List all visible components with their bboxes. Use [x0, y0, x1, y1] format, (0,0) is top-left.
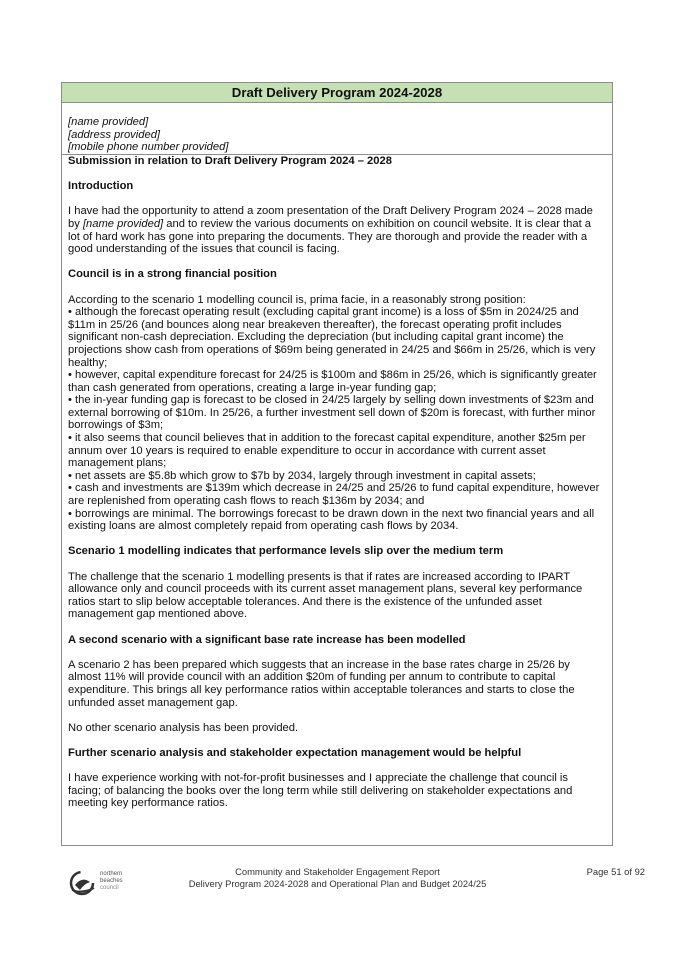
- intro-heading: Introduction: [68, 180, 134, 193]
- intro-line: [68, 218, 606, 231]
- text-line: $11m in 25/26 (and bounces along near breakeven thereafter), the forecast operating profit includes: [68, 318, 562, 331]
- text-line: almost 11% will provide council with an addition $20m of funding per annum to contribute to capital: [68, 671, 556, 684]
- submission-body: [62, 155, 612, 810]
- text-line: unfunded asset management gap.: [68, 696, 238, 709]
- text-line: • it also seems that council believes that in addition to the forecast capital expenditure, another $25m per: [68, 432, 586, 445]
- text: by: [68, 217, 83, 230]
- text-line: • borrowings are minimal. The borrowings forecast to be drawn down in the next two financial years and all: [68, 507, 595, 520]
- intro-line: I have had the opportunity to attend a zoom presentation of the Draft Delivery Program 2024 – 2028 made: [68, 205, 593, 218]
- name-placeholder: [name provided]: [82, 217, 164, 230]
- contact-name: [name provided]: [68, 116, 149, 128]
- text-line: • however, capital expenditure forecast for 24/25 is $100m and $86m in 25/26, which is significantly greater: [68, 369, 597, 382]
- text: and to review the various documents on exhibition on council website. It is clear that a: [163, 217, 592, 230]
- second-scenario-text: [68, 659, 606, 709]
- text-line: management gap mentioned above.: [68, 608, 248, 621]
- footer-line-2: Delivery Program 2024-2028 and Operational Plan and Budget 2024/25: [188, 877, 487, 889]
- contact-address: [address provided]: [68, 128, 161, 141]
- text-line: healthy;: [68, 356, 108, 369]
- page-number: Page 51 of 92: [586, 866, 645, 877]
- logo-line: beaches: [100, 878, 123, 884]
- text-line: borrowings of $3m;: [68, 419, 164, 432]
- contact-details: [62, 103, 612, 155]
- slip-text: [68, 571, 606, 621]
- text-line: • although the forecast operating result (excluding capital grant income) is a loss of $5m in 2024/25 and: [68, 306, 579, 319]
- logo-line: northern: [100, 871, 123, 877]
- text-line: allowance only and council proceeds with its current asset management plans, several key performance: [68, 583, 583, 596]
- text-line: external borrowing of $10m. In 25/26, a further investment sell down of $20m is forecast, with further minor: [68, 406, 596, 419]
- text-line: are replenished from operating cash flows to reach $136m by 2034; and: [68, 495, 425, 508]
- no-other-text: No other scenario analysis has been provided.: [68, 721, 299, 734]
- text-line: annum over 10 years is required to enable expenditure to occur in accordance with current asset: [68, 444, 546, 457]
- intro-line: lot of hard work has gone into preparing the documents. They are thorough and provide the reader with a: [68, 230, 588, 243]
- text-line: • cash and investments are $139m which decrease in 24/25 and 25/26 to fund capital expenditure, however: [68, 482, 600, 495]
- text-line: significant non-cash depreciation. Excluding the depreciation (but including capital grant income) the: [68, 331, 564, 344]
- further-heading: Further scenario analysis and stakeholder expectation management would be helpful: [68, 746, 522, 759]
- text-line: than cash generated from operations, creating a large in-year funding gap;: [68, 381, 437, 394]
- document-title: Draft Delivery Program 2024-2028: [62, 83, 612, 103]
- strong-position-text: [68, 294, 606, 533]
- logo-line: council: [100, 885, 119, 891]
- submission-heading: Submission in relation to Draft Delivery Program 2024 – 2028: [68, 155, 392, 167]
- strong-position-heading: Council is in a strong financial position: [68, 268, 277, 281]
- text-line: • the in-year funding gap is forecast to be closed in 24/25 largely by selling down investments of $23m and: [68, 394, 594, 407]
- text-line: According to the scenario 1 modelling council is, prima facie, in a reasonably strong position:: [68, 293, 526, 306]
- text-line: meeting key performance ratios.: [68, 797, 228, 810]
- slip-heading: Scenario 1 modelling indicates that performance levels slip over the medium term: [68, 545, 504, 558]
- text-line: ratios start to slip below acceptable tolerances. And there is the existence of the unfunded asset: [68, 595, 542, 608]
- footer-report-title: [0, 866, 675, 889]
- second-scenario-heading: A second scenario with a significant base rate increase has been modelled: [68, 633, 466, 646]
- further-text: [68, 772, 606, 810]
- submission-table: [61, 82, 613, 846]
- contact-phone: [mobile phone number provided]: [68, 141, 229, 154]
- text-line: existing loans are almost completely repaid from operating cash flows by 2034.: [68, 520, 459, 533]
- text-line: expenditure. This brings all key performance ratios within acceptable tolerances and starts to close the: [68, 683, 575, 696]
- intro-line: good understanding of the issues that council is facing.: [68, 243, 340, 256]
- text-line: A scenario 2 has been prepared which suggests that an increase in the base rates charge in 25/26 by: [68, 658, 570, 671]
- text-line: management plans;: [68, 457, 167, 470]
- text-line: facing; of balancing the books over the long term while still delivering on stakeholder expectations and: [68, 784, 573, 797]
- text-line: • net assets are $5.8b which grow to $7b by 2034, largely through investment in capital assets;: [68, 469, 536, 482]
- footer-line-1: Community and Stakeholder Engagement Report: [235, 866, 440, 877]
- page-footer: [0, 862, 675, 902]
- text-line: projections show cash from operations of $69m being generated in 24/25 and $66m in 25/26, which is very: [68, 343, 596, 356]
- text-line: I have experience working with not-for-profit businesses and I appreciate the challenge that council is: [68, 772, 568, 785]
- text-line: The challenge that the scenario 1 modelling presents is that if rates are increased according to IPART: [68, 570, 571, 583]
